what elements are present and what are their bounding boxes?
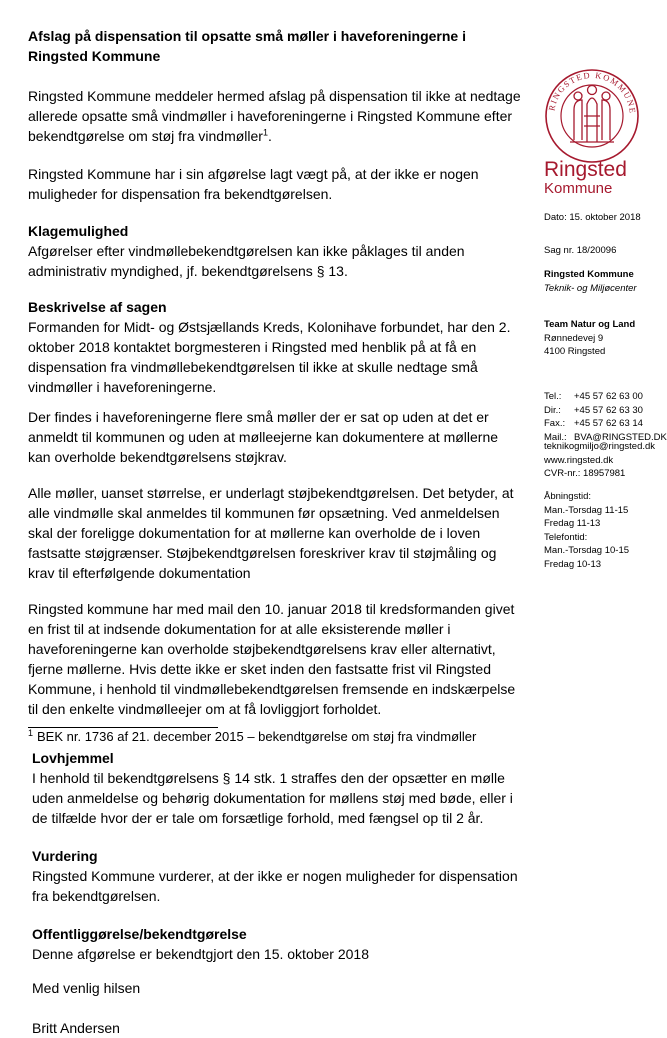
street: Rønnedevej 9 [544, 332, 604, 344]
intro-paragraph [28, 86, 523, 146]
beskrivelse-paragraph-2: Der findes i haveforeningerne flere små møller der er sat op uden at det er anmeldt til kommunen og uden at mølleejerne kan dokumentere at møllerne kan overholde bekendtgørelsens støjkrav. [28, 409, 499, 465]
web-link[interactable]: www.ringsted.dk [544, 454, 614, 466]
dept-name: Teknik- og Miljøcenter [544, 282, 637, 294]
beskrivelse-paragraph-1: Formanden for Midt- og Østsjællands Kreds, Kolonihave forbundet, har den 2. oktober 2018 kontaktet borgmesteren i Ringsted med henblik på at få en dispensation fra vindmøllebekendtgørelsen til ikke at skulle nedtage små vindmøller i haveforeningerne. [28, 319, 511, 395]
fax-row: Fax.: +45 57 62 63 14 [544, 418, 643, 429]
fax-value: +45 57 62 63 14 [574, 418, 643, 429]
letter-body [28, 26, 523, 1038]
document-title: Afslag på dispensation til opsatte små møller i haveforeningerne i Ringsted Kommune [28, 28, 466, 64]
hours-heading: Åbningstid: [544, 491, 592, 502]
beskrivelse-paragraph-4: Ringsted kommune har med mail den 10. januar 2018 til kredsformanden givet en frist til at indsende dokumentation for at alle eksisterende møller i haveforeningerne kan overholde støjbekendtgørelsens krav eller alternativt, fjerne møllerne. Hvis dette ikke er sket inden den fastsatte frist vil Ringsted Kommune, i henhold til vindmøllebekendtgørelsen fremsende en indskærpelse til den enkelte vindmølleejer om at få lovliggjort forholdet. [28, 601, 516, 717]
signature: Britt Andersen [32, 1020, 120, 1036]
contact-block [544, 390, 667, 444]
address-block [544, 318, 635, 359]
phone-heading: Telefontid: [544, 531, 588, 543]
footnote-ref: 1 [262, 127, 268, 138]
svg-text:RINGSTED KOMMUNE: RINGSTED KOMMUNE [546, 69, 639, 115]
footnote-number: 1 [28, 727, 34, 738]
closing: Med venlig hilsen [32, 980, 141, 996]
vurdering-text: Ringsted Kommune vurderer, at der ikke er nogen muligheder for dispensation fra bekendtgørelsen. [32, 868, 518, 904]
lov-text: I henhold til bekendtgørelsens § 14 stk. 1 straffes den der opsætter en mølle uden anmeldelse og behørig dokumentation for møllens støj med bøde, eller i de tilfælde hvor der er tale om forsætlige forhold, med fængsel op til 2 år. [32, 770, 513, 826]
tel-row: Tel.: +45 57 62 63 00 [544, 391, 643, 402]
tel-value[interactable]: +45 57 62 63 00 [574, 391, 643, 402]
phone-line-2: Fredag 10-13 [544, 558, 602, 570]
klage-heading: Klagemulighed [28, 223, 129, 239]
mail-row: Mail.: BVA@RINGSTED.DK [544, 431, 667, 443]
lov-heading: Lovhjemmel [32, 750, 114, 766]
dir-value[interactable]: +45 57 62 63 30 [574, 404, 643, 416]
beskrivelse-heading: Beskrivelse af sagen [28, 299, 167, 315]
hours-block [544, 490, 629, 571]
footnote [28, 728, 523, 746]
phone-line-1: Man.-Torsdag 10-15 [544, 545, 630, 556]
online-block [544, 440, 655, 481]
footnote-text: BEK nr. 1736 af 21. december 2015 – bekendtgørelse om støj fra vindmøller [37, 729, 477, 744]
brand-subtitle: Kommune [544, 180, 613, 197]
email-link[interactable]: teknikogmiljo@ringsted.dk [544, 441, 656, 452]
org-name: Ringsted Kommune [544, 269, 634, 280]
date-line: Dato: 15. oktober 2018 [544, 212, 641, 223]
case-number: Sag nr. 18/20096 [544, 245, 617, 256]
city: 4100 Ringsted [544, 346, 606, 357]
decision-paragraph: Ringsted Kommune har i sin afgørelse lagt vægt på, at der ikke er nogen muligheder for dispensation fra bekendtgørelsen. [28, 166, 479, 202]
intro-text: Ringsted Kommune meddeler hermed afslag på dispensation til ikke at nedtage allerede opsatte små vindmøller i haveforeningerne i Ringsted Kommune efter bekendtgørelse om støj fra vindmøller [28, 88, 521, 144]
dir-row: Dir.: +45 57 62 63 30 [544, 404, 643, 416]
continued-body [32, 748, 523, 1038]
vurdering-heading: Vurdering [32, 848, 98, 864]
team-name: Team Natur og Land [544, 319, 636, 330]
hours-line-1: Man.-Torsdag 11-15 [544, 504, 629, 516]
beskrivelse-paragraph-3: Alle møller, uanset størrelse, er underlagt støjbekendtgørelsen. Det betyder, at alle vindmølle skal anmeldes til kommunen før opsætning. Ved anmeldelsen skal der foreligge dokumentation for at møllerne kan overholde de i loven fastsatte støjgrænser. Støjbekendtgørelsen foreskriver krav til støjmåling og krav til efterfølgende dokumentation [28, 485, 514, 581]
intro-end: . [267, 128, 272, 144]
brand-name: Ringsted [544, 158, 627, 181]
offentlig-heading: Offentliggørelse/bekendtgørelse [32, 926, 247, 942]
klage-text: Afgørelser efter vindmøllebekendtgørelsen kan ikke påklages til anden administrativ myndighed, jf. bekendtgørelsens § 13. [28, 243, 465, 279]
mail-value[interactable]: BVA@RINGSTED.DK [574, 431, 667, 443]
ringsted-seal-logo [544, 68, 640, 164]
hours-line-2: Fredag 11-13 [544, 518, 601, 529]
offentlig-text: Denne afgørelse er bekendtgjort den 15. oktober 2018 [32, 946, 370, 962]
cvr-number: CVR-nr.: 18957981 [544, 468, 626, 479]
org-block [544, 268, 637, 295]
